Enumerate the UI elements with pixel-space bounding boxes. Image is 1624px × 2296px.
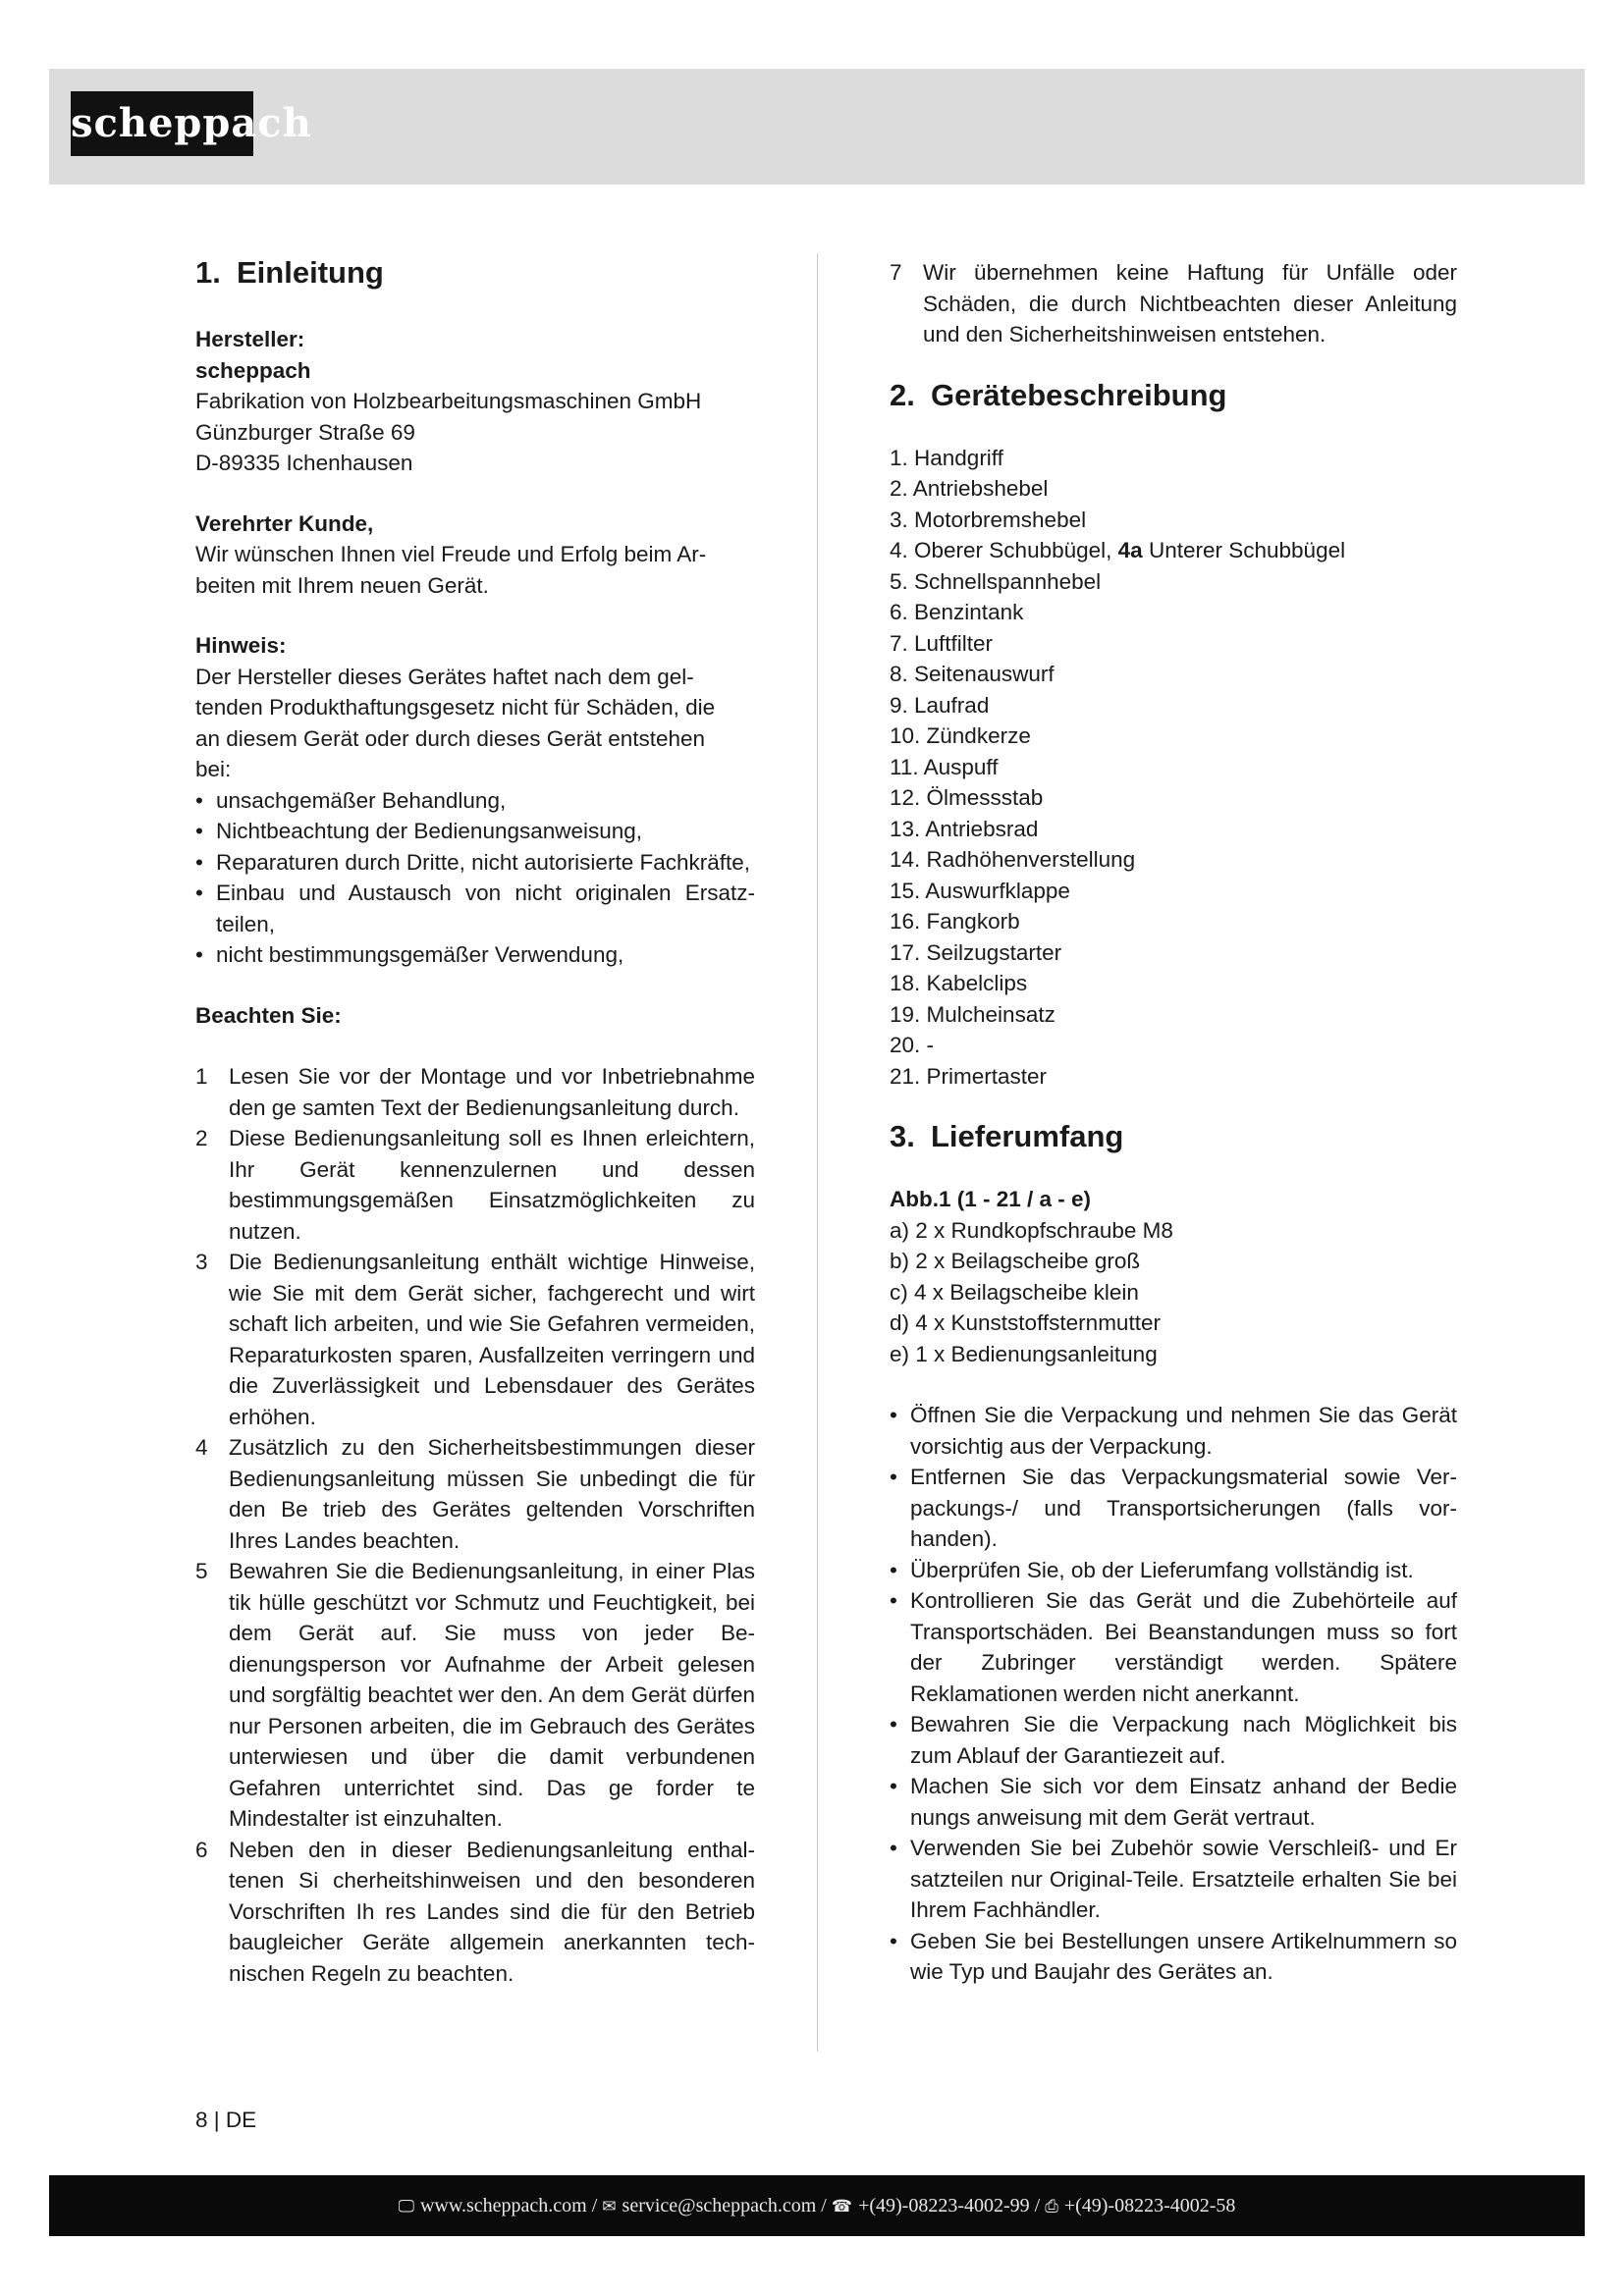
phone-number: +(49)-08223-4002-99 / [858,2195,1041,2216]
item-text: Die Bedienungsanleitung enthält wichtige Hinweise, wie Sie mit dem Gerät sicher, fachgerecht und wirt schaft lich arbeiten, und wie Sie Gefahren vermeiden, Reparaturkosten sparen, Ausfallzeiten verringern und die Zuverlässigkeit und Lebensdauer des Gerätes erhöhen. [229,1250,755,1429]
observe-item [195,1247,755,1432]
brand-logo: scheppach [71,91,253,156]
part-item [890,535,1457,566]
scope-bullet: • Entfernen Sie das Verpackungsmaterial sowie Verpackungs-/ und Transportsicherungen (falls vorhanden). [890,1462,1457,1555]
note-text-line: bei: [195,757,232,781]
item-text: Lesen Sie vor der Montage und vor Inbetriebnahme den ge samten Text der Bedienungsanleitung durch. [229,1064,755,1120]
part-item: 16. Fangkorb [890,909,1020,934]
part-item: 2. Antriebshebel [890,476,1049,501]
part-item: 11. Auspuff [890,754,999,779]
section-title: Lieferumfang [931,1119,1124,1153]
manufacturer-name: scheppach [195,357,311,383]
section-2-heading [890,376,1457,415]
part-item: 10. Zündkerze [890,723,1031,748]
part-item-text: 4. Oberer Schubbügel, [890,538,1112,562]
figure-label: Abb.1 (1 - 21 / a - e) [890,1187,1092,1211]
part-item-variant-code: 4a [1117,538,1143,562]
item-text: Bewahren Sie die Bedienungsanleitung, in einer Plas tik hülle geschützt vor Schmutz und Feuchtigkeit, bei dem Gerät auf. Sie muss von jeder Bedienungsperson vor Aufnahme der Arbeit gelesen und sorgfältig beachtet wer den. An dem Gerät dürfen nur Personen arbeiten, die im Gebrauch des Gerätes unterwiesen und über die damit verbundenen Gefahren unterrichtet sind. Das ge forder te Mindestalter ist einzuhalten. [229,1559,755,1831]
part-item: 1. Handgriff [890,445,1003,470]
note-text-line: an diesem Gerät oder durch dieses Gerät entstehen [195,725,706,751]
item-number: 4 [195,1435,208,1460]
page-number: 8 | DE [195,2108,257,2132]
scope-bullet: • Kontrollieren Sie das Gerät und die Zubehörteile auf Transportschäden. Bei Beanstandungen muss so fort der Zubringer verständigt werden. Spätere Reklamationen werden nicht anerkannt. [890,1585,1457,1709]
item-number: 1 [195,1064,208,1089]
item-number: 3 [195,1250,208,1274]
section-number: 3. [890,1119,915,1153]
contact-footer [49,2175,1585,2236]
scope-item: a) 2 x Rundkopfschraube M8 [890,1217,1173,1243]
scope-bullet: • Verwenden Sie bei Zubehör sowie Verschleiß- und Er satzteilen nur Original-Teile. Ersatzteile erhalten Sie bei Ihrem Fachhändler. [890,1833,1457,1926]
mail-icon: ✉ [602,2197,617,2216]
part-item: 13. Antriebsrad [890,816,1039,841]
phone-icon: ☎ [831,2197,853,2216]
observe-item [195,1556,755,1835]
note-label: Hinweis: [195,633,287,658]
part-item: 19. Mulcheinsatz [890,1001,1056,1027]
note-bullet: • Einbau und Austausch von nicht originalen Ersatzteilen, [195,878,755,939]
part-item: 12. Ölmessstab [890,785,1044,810]
customer-text-line: Wir wünschen Ihnen viel Freude und Erfolg beim Ar- [195,542,707,566]
item-number: 7 [890,260,902,285]
section-number: 1. [195,255,221,290]
item-number: 2 [195,1126,208,1150]
part-item: 8. Seitenauswurf [890,662,1055,686]
scope-bullet: • Bewahren Sie die Verpackung nach Möglichkeit bis zum Ablauf der Garantiezeit auf. [890,1709,1457,1771]
part-item: 6. Benzintank [890,600,1024,624]
part-item: 14. Radhöhenverstellung [890,847,1136,872]
part-item-variant-text: Unterer Schubbügel [1148,538,1346,562]
part-item: 21. Primertaster [890,1063,1048,1089]
observe-item [890,257,1457,350]
scope-bullet: • Machen Sie sich vor dem Einsatz anhand der Bedie nungs anweisung mit dem Gerät vertraut. [890,1771,1457,1833]
part-item: 7. Luftfilter [890,630,994,656]
part-item: 9. Laufrad [890,692,990,718]
monitor-icon: 🖵 [398,2197,414,2216]
scope-item: e) 1 x Bedienungsanleitung [890,1341,1158,1366]
item-number: 5 [195,1559,208,1583]
address-line: D-89335 Ichenhausen [195,451,413,475]
scope-item: c) 4 x Beilagscheibe klein [890,1279,1139,1305]
item-text: Diese Bedienungsanleitung soll es Ihnen erleichtern, Ihr Gerät kennenzulernen und dessen bestimmungsgemäßen Einsatzmöglichkeiten zu nutzen. [229,1126,755,1244]
observe-label: Beachten Sie: [195,1002,342,1028]
scope-item: d) 4 x Kunststoffsternmutter [890,1310,1161,1335]
scope-bullet: • Öffnen Sie die Verpackung und nehmen Sie das Gerät vorsichtig aus der Verpackung. [890,1400,1457,1462]
observe-item [195,1835,755,1990]
section-title: Einleitung [237,255,384,290]
note-text-line: Der Hersteller dieses Gerätes haftet nach dem gel- [195,664,694,689]
column-divider [817,253,818,2052]
customer-text-line: beiten mit Ihrem neuen Gerät. [195,572,489,598]
scope-bullet: • Überprüfen Sie, ob der Lieferumfang vollständig ist. [890,1555,1457,1586]
fax-icon: ⎙ [1045,2197,1058,2216]
left-column [195,253,755,1989]
item-number: 6 [195,1837,208,1862]
right-column [890,257,1457,1988]
note-text-line: tenden Produkthaftungsgesetz nicht für Schäden, die [195,695,716,720]
parts-list [890,443,1457,1093]
scope-bullet: • Geben Sie bei Bestellungen unsere Artikelnummern so wie Typ und Baujahr des Gerätes an. [890,1926,1457,1988]
part-item: 18. Kabelclips [890,971,1028,995]
note-bullet: • Nichtbeachtung der Bedienungsanweisung, [195,816,755,847]
item-text: Zusätzlich zu den Sicherheitsbestimmungen dieser Bedienungsanleitung müssen Sie unbedingt die für den Be trieb des Gerätes geltenden Vorschriften Ihres Landes beachten. [229,1435,755,1553]
email-link[interactable]: service@scheppach.com / [622,2195,827,2216]
manufacturer-label: Hersteller: [195,327,305,351]
scope-item: b) 2 x Beilagscheibe groß [890,1249,1141,1273]
fax-number: +(49)-08223-4002-58 [1063,2195,1236,2216]
note-bullet: • unsachgemäßer Behandlung, [195,785,755,817]
section-3-heading [890,1117,1457,1156]
item-text: Wir übernehmen keine Haftung für Unfälle oder Schäden, die durch Nichtbeachten dieser Anleitung und den Sicherheitshinweisen entstehen. [923,260,1457,347]
note-bullet: • nicht bestimmungsgemäßer Verwendung, [195,939,755,971]
part-item: 3. Motorbremshebel [890,507,1087,532]
website-link[interactable]: www.scheppach.com / [419,2195,598,2216]
item-text: Neben den in dieser Bedienungsanleitung enthaltenen Si cherheitshinweisen und den besonderen Vorschriften Ih res Landes sind die für den Betrieb baugleicher Geräte allgemein anerkannten technischen Regeln zu beachten. [229,1837,755,1986]
address-line: Fabrikation von Holzbearbeitungsmaschinen GmbH [195,389,702,413]
observe-item [195,1123,755,1247]
part-item: 20. - [890,1033,935,1057]
section-number: 2. [890,377,915,412]
section-title: Gerätebeschreibung [931,377,1227,412]
observe-item [195,1061,755,1123]
customer-label: Verehrter Kunde, [195,510,374,536]
part-item: 15. Auswurfklappe [890,878,1070,903]
observe-item [195,1432,755,1556]
section-1-heading [195,253,755,293]
note-bullet: • Reparaturen durch Dritte, nicht autorisierte Fachkräfte, [195,847,755,879]
address-line: Günzburger Straße 69 [195,419,415,445]
scope-list [890,1215,1457,1370]
part-item: 5. Schnellspannhebel [890,568,1102,594]
part-item: 17. Seilzugstarter [890,939,1062,965]
